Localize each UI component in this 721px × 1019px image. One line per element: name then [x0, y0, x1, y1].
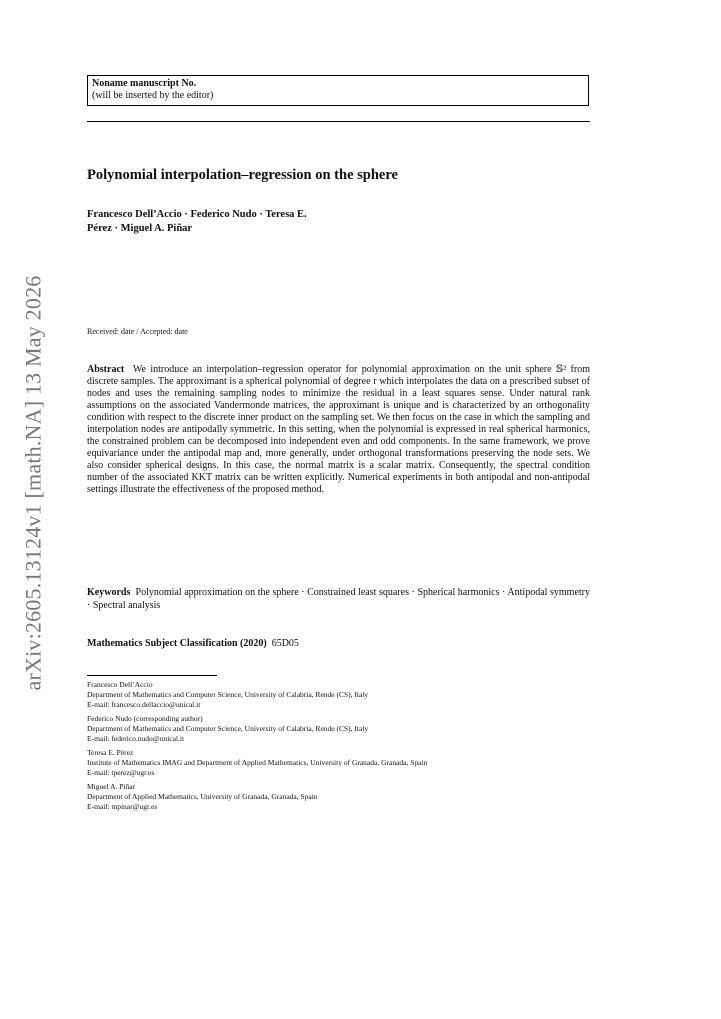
affiliation-name: Miguel A. Piñar — [87, 782, 136, 791]
author-line: Francesco Dell’Accio · Federico Nudo · Teresa E. — [87, 209, 307, 220]
affiliation-email: E-mail: tperez@ugr.es — [87, 768, 155, 777]
abstract-text: We introduce an interpolation–regression operator for polynomial approximation on the unit sphere 𝕊² from discrete samples. The approximant is a spherical polynomial of degree r which interpolates the data on a prescribed subset of nodes and uses the remaining sampling nodes to minimize the residual in a least squares sense. Under natural rank assumptions on the associated Vandermonde matrices, the approximant is unique and is characterized by an orthogonality condition with respect to the discrete inner product on the sampling set. We then focus on the case in which the sampling and interpolation nodes are antipodally symmetric. In this setting, when the polynomial is expressed in real spherical harmonics, the constrained problem can be decomposed into independent even and odd components. In the same framework, we prove equivariance under the antipodal map and, more generally, under orthogonal transformations preserving the node sets. We also consider spherical designs. In this case, the normal matrix is a scalar matrix. Consequently, the spectral condition number of the associated KKT matrix can be written explicitly. Numerical experiments in both antipodal and non-antipodal settings illustrate the effectiveness of the proposed method. — [87, 364, 590, 495]
abstract-heading: Abstract — [87, 364, 125, 375]
msc-classification — [87, 638, 590, 650]
affiliation-name: Federico Nudo (corresponding author) — [87, 714, 203, 723]
affiliation-email: E-mail: francesco.dellaccio@unical.it — [87, 700, 201, 709]
editor-note: (will be inserted by the editor) — [92, 90, 214, 101]
affiliation-name: Teresa E. Pérez — [87, 748, 134, 757]
keywords-heading: Keywords — [87, 587, 131, 598]
msc-heading: Mathematics Subject Classification (2020) — [87, 638, 267, 649]
footnote-rule — [87, 675, 217, 676]
affiliation-department: Department of Mathematics and Computer Science, University of Calabria, Rende (CS), Italy — [87, 724, 369, 733]
author-list — [87, 208, 417, 236]
affiliation-email: E-mail: federico.nudo@unical.it — [87, 734, 185, 743]
affiliation-email: E-mail: mpinar@ugr.es — [87, 802, 158, 811]
affiliation-block — [87, 714, 590, 744]
header-rule — [87, 121, 590, 122]
editor-box — [87, 75, 589, 106]
affiliation-name: Francesco Dell’Accio — [87, 680, 153, 689]
keywords — [87, 586, 590, 612]
keywords-text: Polynomial approximation on the sphere · Constrained least squares · Spherical harmonics · Antipodal symmetry · Spectral analysis — [87, 587, 590, 611]
msc-code: 65D05 — [271, 638, 299, 649]
manuscript-number-label: Noname manuscript No. — [92, 78, 197, 89]
affiliations — [87, 680, 590, 816]
paper-title: Polynomial interpolation–regression on the sphere — [87, 167, 398, 183]
arxiv-identifier-text: arXiv:2605.13124v1 [math.NA] 13 May 2026 — [20, 275, 46, 691]
affiliation-department: Department of Mathematics and Computer Science, University of Calabria, Rende (CS), Italy — [87, 690, 369, 699]
affiliation-department: Institute of Mathematics IMAG and Department of Applied Mathematics, University of Granada, Granada, Spain — [87, 758, 428, 767]
affiliation-block — [87, 680, 590, 710]
affiliation-block — [87, 748, 590, 778]
author-line: Pérez · Miguel A. Piñar — [87, 223, 193, 234]
affiliation-block — [87, 782, 590, 812]
received-date: Received: date / Accepted: date — [87, 327, 188, 336]
affiliation-department: Department of Applied Mathematics, University of Granada, Granada, Spain — [87, 792, 318, 801]
arxiv-identifier — [18, 275, 48, 691]
abstract — [87, 364, 590, 496]
